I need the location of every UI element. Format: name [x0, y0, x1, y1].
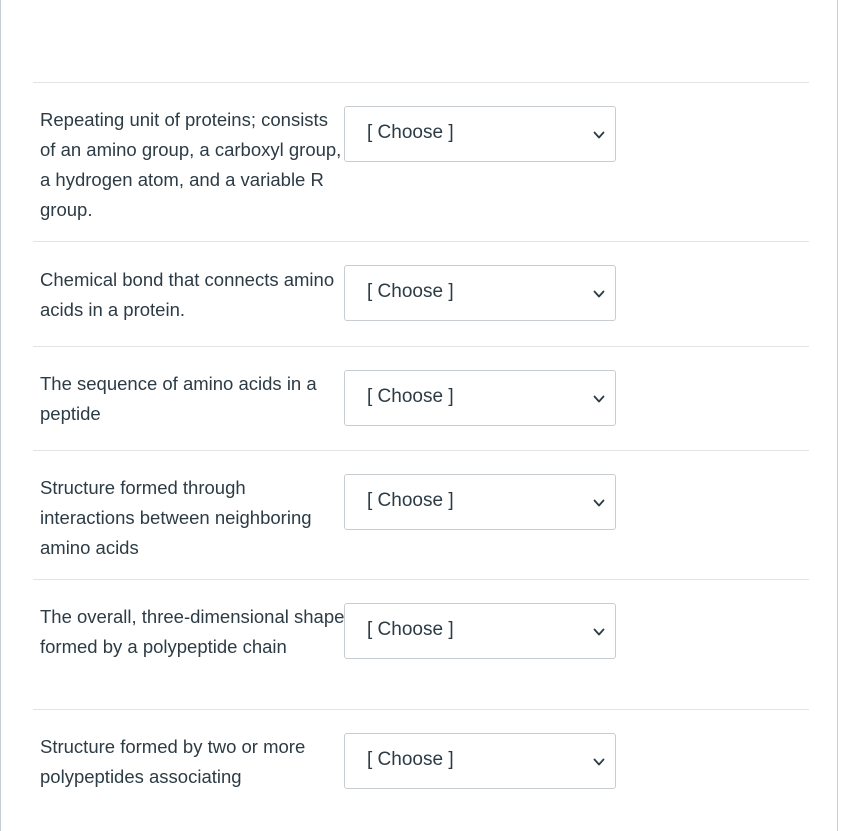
dropdown-selected-value: [ Choose ]	[367, 490, 454, 511]
answer-dropdown[interactable]	[344, 370, 616, 426]
chevron-down-icon	[593, 756, 605, 768]
answer-dropdown[interactable]	[344, 474, 616, 530]
question-prompt: Chemical bond that connects amino acids in a protein.	[40, 269, 335, 320]
matching-row	[33, 451, 809, 580]
matching-row	[33, 710, 809, 820]
dropdown-selected-value: [ Choose ]	[367, 749, 454, 770]
dropdown-selected-value: [ Choose ]	[367, 619, 454, 640]
matching-row	[33, 83, 809, 242]
matching-row	[33, 580, 809, 710]
chevron-down-icon	[593, 497, 605, 509]
chevron-down-icon	[593, 393, 605, 405]
answer-dropdown[interactable]	[344, 106, 616, 162]
matching-question-list	[33, 82, 809, 820]
question-prompt: The overall, three-dimensional shape formed by a polypeptide chain	[40, 606, 345, 657]
question-prompt: The sequence of amino acids in a peptide	[40, 373, 317, 424]
chevron-down-icon	[593, 626, 605, 638]
chevron-down-icon	[593, 288, 605, 300]
question-prompt: Structure formed by two or more polypeptides associating	[40, 736, 306, 787]
answer-dropdown[interactable]	[344, 733, 616, 789]
question-prompt: Structure formed through interactions between neighboring amino acids	[40, 477, 312, 558]
matching-row	[33, 242, 809, 347]
dropdown-selected-value: [ Choose ]	[367, 122, 454, 143]
answer-dropdown[interactable]	[344, 603, 616, 659]
chevron-down-icon	[593, 129, 605, 141]
question-prompt: Repeating unit of proteins; consists of an amino group, a carboxyl group, a hydrogen atom, and a variable R group.	[40, 109, 342, 220]
dropdown-selected-value: [ Choose ]	[367, 386, 454, 407]
matching-row	[33, 347, 809, 451]
answer-dropdown[interactable]	[344, 265, 616, 321]
dropdown-selected-value: [ Choose ]	[367, 281, 454, 302]
